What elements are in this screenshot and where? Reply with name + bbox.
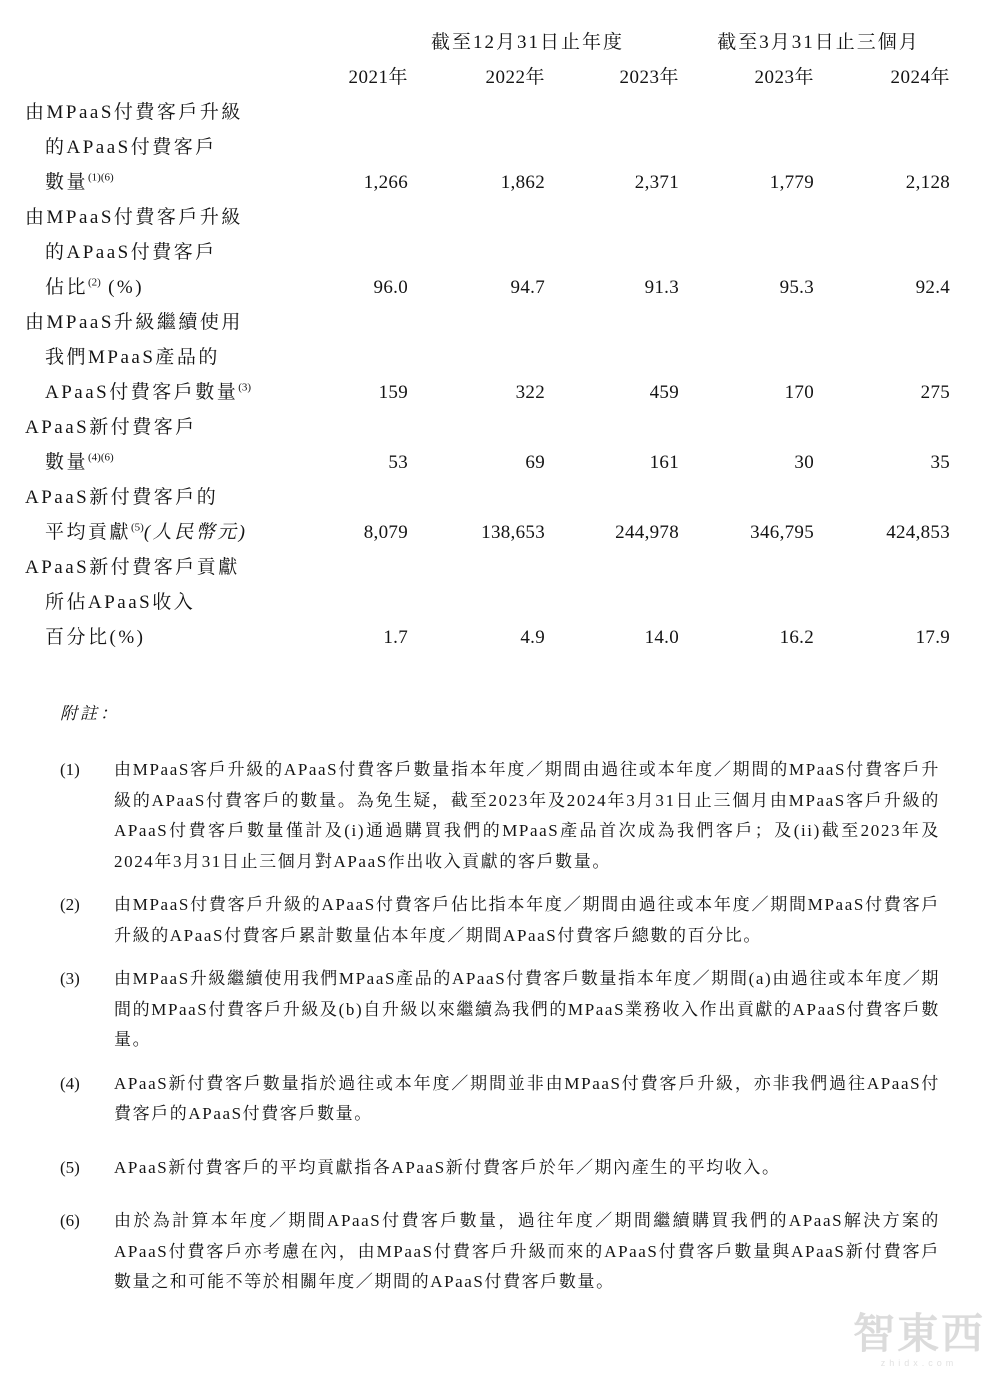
footnote-number: (5) [60, 1157, 80, 1177]
value-cell: 170 [784, 382, 815, 403]
value-cell: 95.3 [779, 277, 815, 298]
value-cell: 424,853 [886, 522, 951, 543]
row-label: 由MPaaS升級繼續使用 我們MPaaS產品的 APaaS付費客戶數量$^{(3)}$ [25, 312, 252, 403]
row-label: 由MPaaS付費客戶升級 的APaaS付費客戶 數量$^{(1)(6)}$ [25, 102, 243, 193]
value-cell: 53 [388, 452, 408, 473]
footnote-number: (4) [60, 1073, 80, 1093]
year-label: 2021年 [348, 67, 408, 88]
watermark [844, 1311, 994, 1369]
footnote-item [60, 1206, 940, 1298]
value-cell: 275 [920, 382, 951, 403]
table-row [25, 305, 950, 410]
value-cell: 17.9 [915, 627, 951, 648]
footnote-item [60, 890, 940, 951]
footnote-number: (1) [60, 760, 80, 779]
row-label: APaaS新付費客戶貢獻 所佔APaaS收入 百分比(%) [25, 557, 240, 648]
period-group-annual [330, 25, 679, 60]
footnote-item [60, 755, 940, 877]
year-label: 2023年 [754, 67, 815, 88]
year-label: 2023年 [619, 67, 680, 88]
table-row [25, 410, 950, 480]
footnote-text: 由MPaaS客戶升級的APaaS付費客戶數量指本年度／期間由過往或本年度／期間的MPaaS付費客戶升級的APaaS付費客戶的數量。為免生疑，截至2023年及2024年3月31日止三個月由MPaaS客戶升級的APaaS付費客戶數量僅計及(i)通過購買我們的MPaaS產品首次成為我們客戶；及(ii)截至2023年及2024年3月31日止三個月對APaaS作出收入貢獻的客戶數量。 [114, 760, 940, 871]
value-cell: 138,653 [481, 522, 545, 543]
footnote-text: 由MPaaS升級繼續使用我們MPaaS產品的APaaS付費客戶數量指本年度／期間(a)由過往或本年度／期間的MPaaS付費客戶升級及(b)自升級以來繼續為我們的MPaaS業務收入作出貢獻的APaaS付費客戶數量。 [114, 969, 940, 1049]
header-spacer [25, 60, 330, 95]
footnotes-heading: 附註： [60, 704, 120, 723]
value-cell: 161 [649, 452, 680, 473]
footnote-text: 由MPaaS付費客戶升級的APaaS付費客戶佔比指本年度／期間由過往或本年度／期間MPaaS付費客戶升級的APaaS付費客戶累計數量佔本年度／期間APaaS付費客戶總數的百分比。 [114, 895, 940, 945]
value-cell: 1,266 [363, 172, 408, 193]
value-cell: 14.0 [644, 627, 680, 648]
value-cell: 92.4 [915, 277, 951, 298]
value-cell: 91.3 [644, 277, 680, 298]
document-page [0, 25, 1000, 1377]
value-cell: 69 [525, 452, 545, 473]
footnote-text: 由於為計算本年度／期間APaaS付費客戶數量，過往年度／期間繼續購買我們的APaaS解決方案的APaaS付費客戶亦考慮在內，由MPaaS付費客戶升級而來的APaaS付費客戶數量與APaaS新付費客戶數量之和可能不等於相關年度／期間的APaaS付費客戶數量。 [114, 1211, 940, 1291]
footnote-item [60, 964, 940, 1056]
value-cell: 94.7 [510, 277, 545, 298]
footnote-text: APaaS新付費客戶的平均貢獻指各APaaS新付費客戶於年／期內產生的平均收入。 [114, 1157, 781, 1177]
value-cell: 2,371 [634, 172, 680, 193]
value-cell: 8,079 [363, 522, 408, 543]
year-label: 2024年 [890, 67, 951, 88]
value-cell: 346,795 [750, 522, 815, 543]
footnote-item [60, 1069, 940, 1130]
value-cell: 159 [378, 382, 408, 403]
row-label: APaaS新付費客戶 數量$^{(4)(6)}$ [25, 417, 197, 473]
value-cell: 244,978 [615, 522, 680, 543]
year-header-row [25, 60, 950, 95]
value-cell: 322 [515, 382, 545, 403]
period-group-quarter [679, 25, 950, 60]
footnote-item [60, 1153, 940, 1184]
footnote-number: (6) [60, 1211, 80, 1230]
value-cell: 30 [794, 452, 815, 473]
period-group-label: 截至12月31日止年度 [431, 32, 625, 53]
value-cell: 1,779 [769, 172, 815, 193]
period-header-row [25, 25, 950, 60]
row-label: 由MPaaS付費客戶升級 的APaaS付費客戶 佔比$^{(2)}$ (%) [25, 207, 243, 298]
footnote-number: (2) [60, 895, 80, 914]
value-cell: 4.9 [520, 627, 545, 648]
watermark-domain: zhidx.com [880, 1358, 958, 1368]
value-cell: 1,862 [500, 172, 545, 193]
footnote-text: APaaS新付費客戶數量指於過往或本年度／期間並非由MPaaS付費客戶升級，亦非我們過往APaaS付費客戶的APaaS付費客戶數量。 [114, 1073, 940, 1123]
value-cell: 459 [649, 382, 680, 403]
table-row [25, 200, 950, 305]
footnotes-section [60, 699, 940, 1298]
header-spacer [25, 25, 330, 60]
year-label: 2022年 [485, 67, 545, 88]
footnote-number: (3) [60, 969, 80, 988]
table-row [25, 480, 950, 550]
row-label: APaaS新付費客戶的 平均貢獻$^{(5)}$(人民幣元) [25, 487, 248, 543]
table-row [25, 550, 950, 655]
watermark-logo-text: 智東西 [852, 1310, 985, 1357]
value-cell: 2,128 [905, 172, 951, 193]
value-cell: 96.0 [373, 277, 408, 298]
metrics-table [25, 25, 950, 655]
value-cell: 35 [930, 452, 951, 473]
value-cell: 16.2 [779, 627, 815, 648]
period-group-label: 截至3月31日止三個月 [717, 32, 920, 53]
table-row [25, 95, 950, 200]
value-cell: 1.7 [383, 627, 408, 648]
